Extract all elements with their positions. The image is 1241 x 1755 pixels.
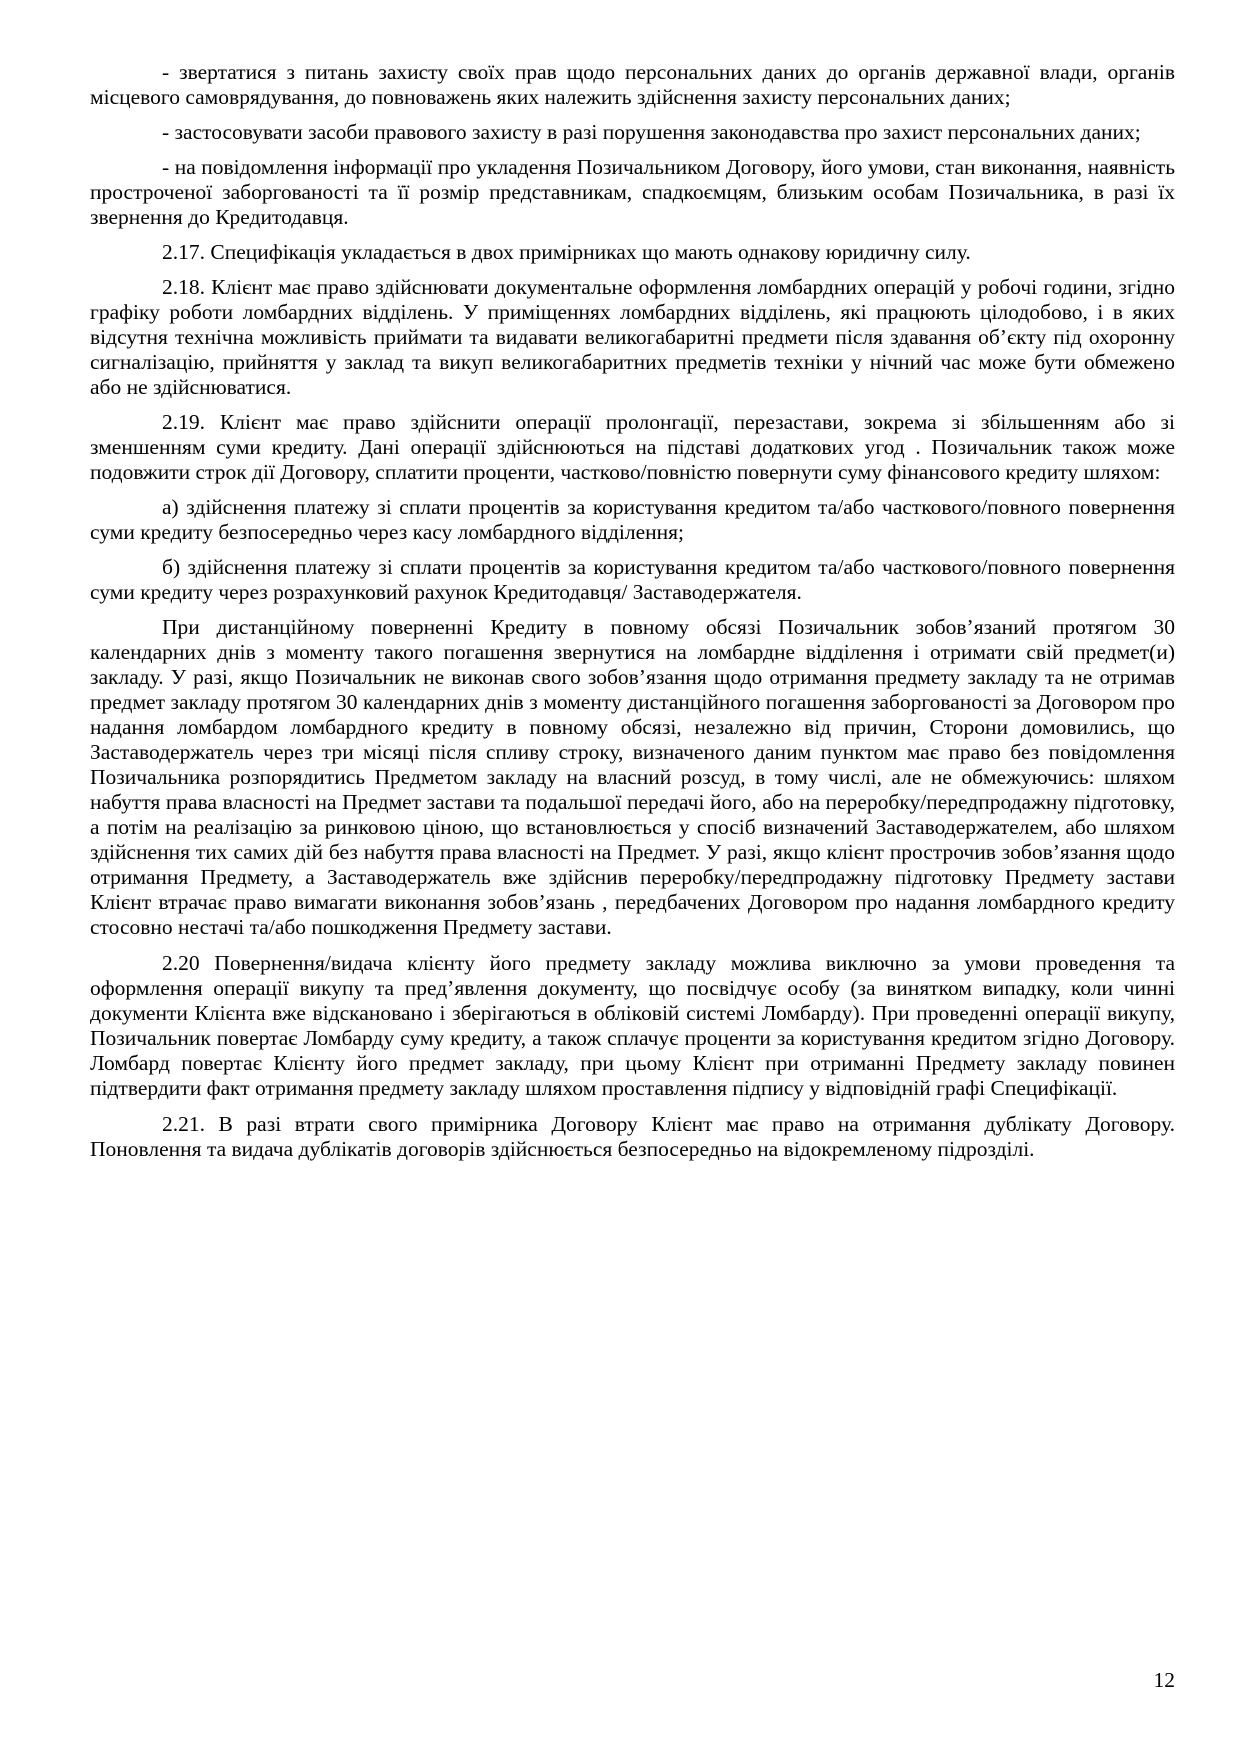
clause-2-18: 2.18. Клієнт має право здійснювати документальне оформлення ломбардних операцій у робочі години, згідно графіку роботи ломбардних відділень. У приміщеннях ломбардних відділень, які працюють цілодобово, і в яких відсутня технічна можливість приймати та видавати великогабаритні предмети після здавання об’єкту під охоронну сигналізацію, прийняття у заклад та викуп великогабаритних предметів техніки у нічний час може бути обмежено або не здійснюватися. [90, 275, 1175, 399]
clause-2-20: 2.20 Повернення/видача клієнту його предмету закладу можлива виключно за умови проведення та оформлення операції викупу та пред’явлення документу, що посвідчує особу (за винятком випадку, коли чинні документи Клієнта вже відскановано і зберігаються в обліковій системі Ломбарду). При проведенні операції викупу, Позичальник повертає Ломбарду суму кредиту, а також сплачує проценти за користування кредитом згідно Договору. Ломбард повертає Клієнту його предмет закладу, при цьому Клієнт при отриманні Предмету закладу повинен підтвердити факт отримання предмету закладу шляхом проставлення підпису у відповідній графі Специфікації. [90, 951, 1175, 1100]
remote-repayment-paragraph: При дистанційному поверненні Кредиту в повному обсязі Позичальник зобов’язаний протягом 30 календарних днів з моменту такого погашення звернутися на ломбардне відділення і отримати свій предмет(и) закладу. У разі, якщо Позичальник не виконав свого зобов’язання щодо отримання предмету закладу та не отримав предмет закладу протягом 30 календарних днів з моменту дистанційного погашення заборгованості за Договором про надання ломбардом ломбардного кредиту в повному обсязі, незалежно від причин, Сторони домовились, що Заставодержатель через три місяці після спливу строку, визначеного даним пунктом має право без повідомлення Позичальника розпорядитись Предметом закладу на власний розсуд, в тому числі, але не обмежуючись: шляхом набуття права власності на Предмет застави та подальшої передачі його, або на переробку/передпродажну підготовку, а потім на реалізацію за ринковою ціною, що встановлюється у спосіб визначений Заставодержателем, або шляхом здійснення тих самих дій без набуття права власності на Предмет. У разі, якщо клієнт прострочив зобов’язання щодо отримання Предмету, а Заставодержатель вже здійснив переробку/передпродажну підготовку Предмету застави Клієнт втрачає право вимагати виконання зобов’язань , передбачених Договором про надання ломбардного кредиту стосовно нестачі та/або пошкодження Предмету застави. [90, 615, 1175, 939]
rights-item-legal-remedies: - застосовувати засоби правового захисту в разі порушення законодавства про захист персональних даних; [162, 120, 1141, 144]
document-page [90, 60, 1175, 1172]
clause-2-19-option-a: а) здійснення платежу зі сплати процентів за користування кредитом та/або часткового/повного повернення суми кредиту безпосередньо через касу ломбардного відділення; [90, 495, 1175, 544]
clause-2-19: 2.19. Клієнт має право здійснити операції пролонгації, перезастави, зокрема зі збільшенням або зі зменшенням суми кредиту. Дані операції здійснюються на підставі додаткових угод . Позичальник також може подовжити строк дії Договору, сплатити проценти, частково/повністю повернути суму фінансового кредиту шляхом: [90, 410, 1175, 484]
rights-item-information-disclosure: - на повідомлення інформації про укладення Позичальником Договору, його умови, стан виконання, наявність простроченої заборгованості та її розмір представникам, спадкоємцям, близьким особам Позичальника, в разі їх звернення до Кредитодавця. [90, 155, 1175, 229]
page-number: 12 [1153, 1668, 1175, 1692]
clause-2-21: 2.21. В разі втрати свого примірника Договору Клієнт має право на отримання дублікату Договору. Поновлення та видача дублікатів договорів здійснюється безпосередньо на відокремленому підрозділі. [90, 1112, 1175, 1161]
clause-2-19-option-b: б) здійснення платежу зі сплати процентів за користування кредитом та/або часткового/повного повернення суми кредиту через розрахунковий рахунок Кредитодавця/ Заставодержателя. [90, 555, 1175, 604]
rights-item-appeal: - звертатися з питань захисту своїх прав щодо персональних даних до органів державної влади, органів місцевого самоврядування, до повноважень яких належить здійснення захисту персональних даних; [90, 60, 1175, 109]
clause-2-17: 2.17. Специфікація укладається в двох примірниках що мають однакову юридичну силу. [162, 240, 971, 264]
